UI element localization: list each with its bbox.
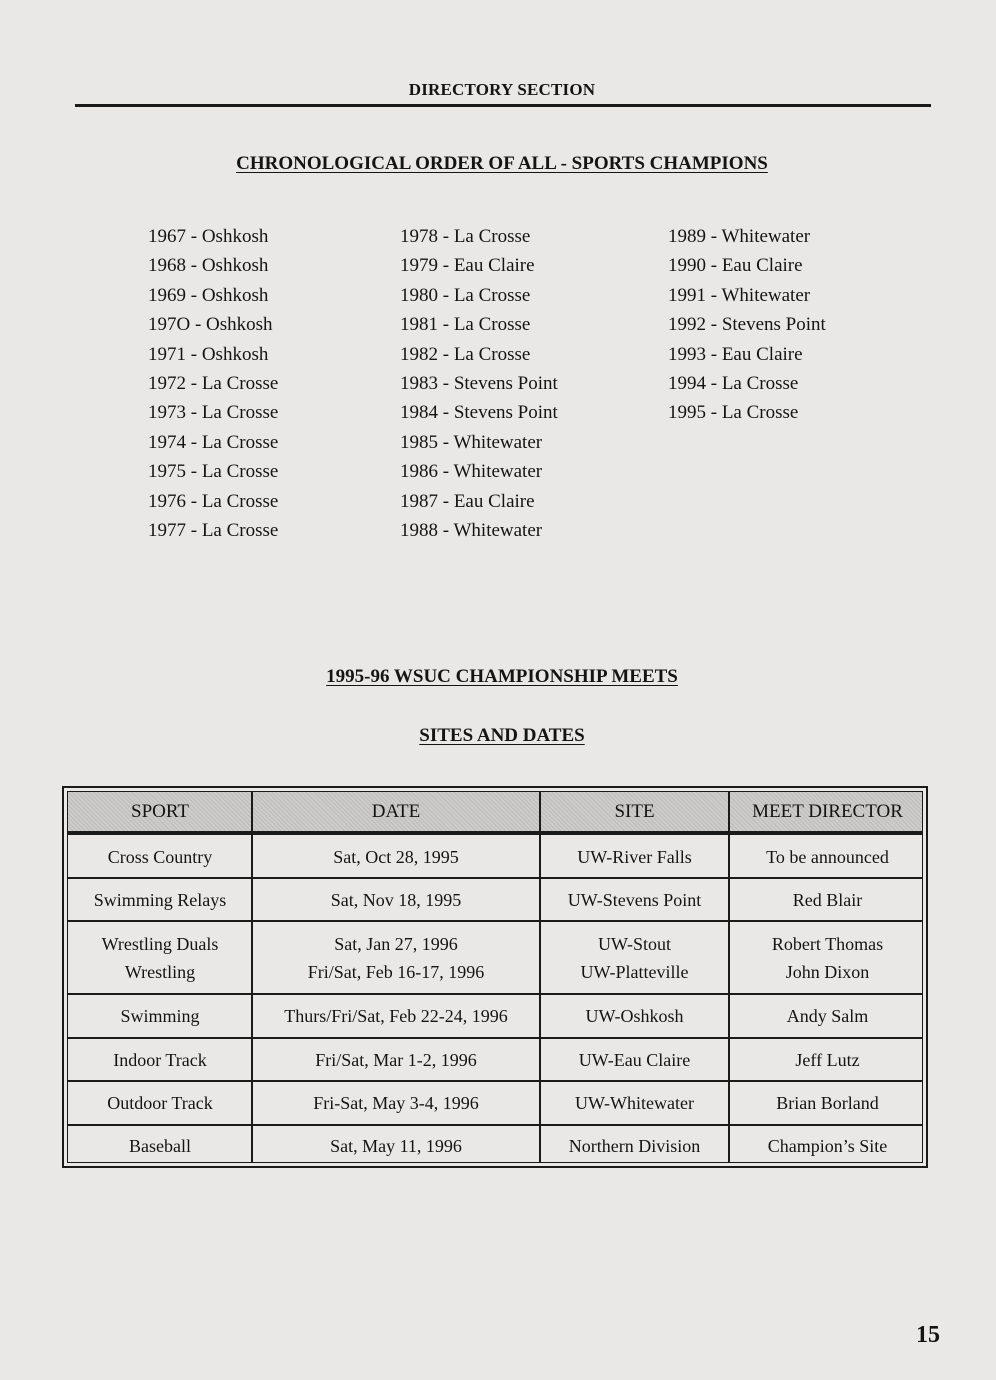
page-number: 15 (916, 1322, 940, 1348)
table-cell-date: Sat, May 11, 1996 (330, 1136, 462, 1156)
champion-entry: 1968 - Oshkosh (148, 255, 269, 277)
champion-entry: 1976 - La Crosse (148, 490, 279, 512)
champion-entry: 1990 - Eau Claire (668, 255, 803, 277)
meets-title: 1995-96 WSUC CHAMPIONSHIP MEETS (326, 666, 678, 687)
champion-entry: 1974 - La Crosse (148, 431, 279, 453)
champion-entry: 1982 - La Crosse (400, 343, 531, 365)
champion-entry: 1995 - La Crosse (668, 402, 799, 424)
table-cell-site: UW-River Falls (577, 846, 692, 867)
column-header-sport: SPORT (131, 800, 189, 822)
table-cell-date: Sat, Jan 27, 1996 Fri/Sat, Feb 16-17, 1996 (307, 933, 485, 982)
table-cell-director: Brian Borland (776, 1093, 879, 1113)
table-cell-site: UW-Whitewater (575, 1093, 694, 1113)
champion-entry: 1986 - Whitewater (400, 461, 543, 483)
champion-entry: 1979 - Eau Claire (400, 255, 535, 277)
champions-column-3 (668, 222, 826, 428)
champion-entry: 1973 - La Crosse (148, 402, 279, 424)
champion-entry: 1978 - La Crosse (400, 226, 531, 247)
meets-table (62, 786, 928, 1168)
table-cell-director: Andy Salm (786, 1006, 869, 1026)
champions-column-1 (148, 222, 278, 545)
table-cell-site: UW-Oshkosh (585, 1006, 684, 1026)
champion-entry: 1975 - La Crosse (148, 461, 279, 483)
meets-subtitle: SITES AND DATES (419, 725, 585, 746)
table-cell-sport: Wrestling Duals Wrestling (101, 933, 219, 982)
champion-entry: 1987 - Eau Claire (400, 490, 535, 512)
table-cell-date: Sat, Oct 28, 1995 (333, 846, 459, 867)
champion-entry: 1992 - Stevens Point (668, 314, 826, 336)
table-cell-sport: Indoor Track (113, 1049, 207, 1070)
column-header-site: SITE (614, 800, 655, 822)
champion-entry: 1985 - Whitewater (400, 431, 543, 453)
table-cell-director: Champion’s Site (767, 1136, 888, 1156)
champion-entry: 1967 - Oshkosh (148, 226, 269, 247)
champion-entry: 1993 - Eau Claire (668, 343, 803, 365)
table-cell-site: UW-Eau Claire (578, 1049, 691, 1070)
table-cell-sport: Swimming (120, 1006, 200, 1026)
champion-entry: 1983 - Stevens Point (400, 372, 558, 394)
header-rule (75, 104, 931, 107)
table-cell-site: UW-Stout UW-Platteville (580, 933, 689, 982)
champion-entry: 1969 - Oshkosh (148, 284, 269, 306)
champion-entry: 1981 - La Crosse (400, 314, 531, 336)
table-cell-date: Thurs/Fri/Sat, Feb 22-24, 1996 (284, 1006, 508, 1026)
meets-table-body (67, 791, 923, 1163)
champion-entry: 1972 - La Crosse (148, 372, 279, 394)
table-cell-sport: Swimming Relays (93, 889, 227, 910)
champion-entry: 1980 - La Crosse (400, 284, 531, 306)
champion-entry: 1988 - Whitewater (400, 519, 543, 541)
champions-title: CHRONOLOGICAL ORDER OF ALL - SPORTS CHAMPIONS (236, 153, 768, 174)
champion-entry: 1984 - Stevens Point (400, 402, 558, 424)
table-cell-sport: Cross Country (107, 846, 213, 867)
champion-entry: 1971 - Oshkosh (148, 343, 269, 365)
table-cell-sport: Baseball (129, 1136, 191, 1156)
column-header-date: DATE (371, 800, 421, 822)
champion-entry: 1977 - La Crosse (148, 519, 279, 541)
champion-entry: 1989 - Whitewater (668, 226, 811, 247)
column-header-director: MEET DIRECTOR (752, 800, 903, 822)
section-header: DIRECTORY SECTION (408, 80, 596, 99)
table-cell-site: Northern Division (568, 1136, 701, 1156)
table-cell-date: Sat, Nov 18, 1995 (330, 889, 462, 910)
table-cell-director: Red Blair (792, 889, 863, 910)
table-cell-site: UW-Stevens Point (567, 889, 702, 910)
champions-column-2 (400, 222, 558, 545)
champion-entry: 1991 - Whitewater (668, 284, 811, 306)
table-cell-director: To be announced (766, 846, 889, 867)
table-cell-date: Fri-Sat, May 3-4, 1996 (313, 1093, 479, 1113)
champion-entry: 1994 - La Crosse (668, 372, 799, 394)
table-cell-date: Fri/Sat, Mar 1-2, 1996 (315, 1049, 477, 1070)
table-cell-director: Robert Thomas John Dixon (771, 933, 884, 982)
champion-entry: 197O - Oshkosh (148, 314, 273, 336)
table-cell-director: Jeff Lutz (795, 1049, 860, 1070)
table-cell-sport: Outdoor Track (107, 1093, 213, 1113)
